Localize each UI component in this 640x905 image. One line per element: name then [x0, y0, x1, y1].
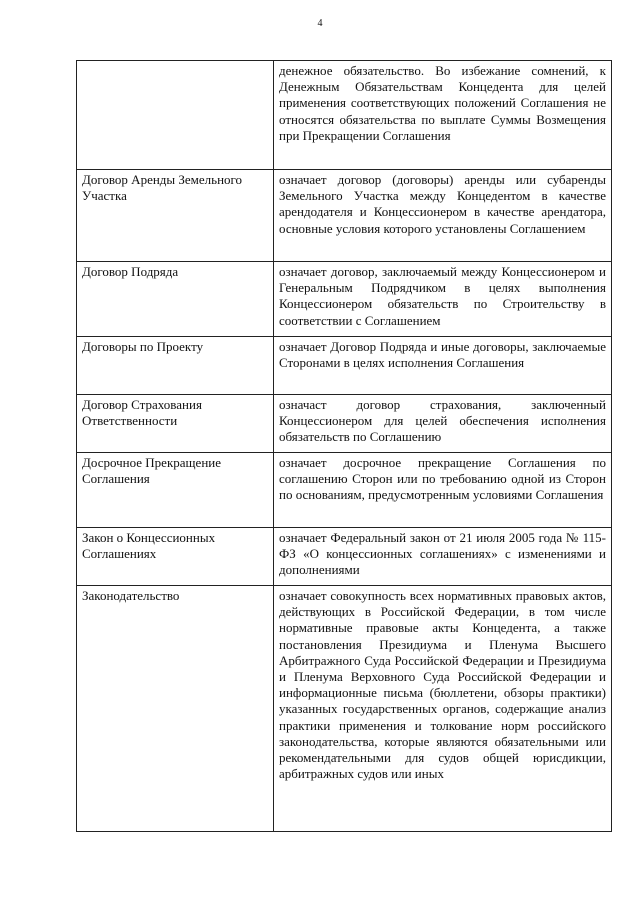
page-number: 4 — [317, 18, 323, 29]
definition-cell: означает совокупность всех нормативных правовых актов, действующих в Российской Федерации, в том числе нормативные правовые акты Концедента, а также постановления Президиума и Пленума Высшего Арбитражного Суда Российской Федерации и Президиума и Пленума Верховного Суда Российской Федерации и информационные письма (бюллетени, обзоры практики) указанных государственных органов, содержащие анализ практики применения и толкование норм российского законодательства, которые являются обязательными или рекомендательными для судов общей юрисдикции, арбитражных судов или иных — [274, 586, 612, 832]
table-row — [77, 528, 612, 586]
definitions-table — [76, 60, 612, 832]
table-row — [77, 453, 612, 528]
table-row — [77, 170, 612, 262]
term-cell: Законодательство — [77, 586, 274, 832]
table-row — [77, 337, 612, 395]
definition-cell: означает Договор Подряда и иные договоры, заключаемые Сторонами в целях исполнения Соглашения — [274, 337, 612, 395]
term-cell: Закон о Концессионных Соглашениях — [77, 528, 274, 586]
definition-cell: денежное обязательство. Во избежание сомнений, к Денежным Обязательствам Концедента для целей применения соответствующих положений Соглашения не относятся обязательства по выплате Суммы Возмещения при Прекращении Соглашения — [274, 61, 612, 170]
definition-cell: означает Федеральный закон от 21 июля 2005 года № 115-ФЗ «О концессионных соглашениях» с изменениями и дополнениями — [274, 528, 612, 586]
term-cell: Договоры по Проекту — [77, 337, 274, 395]
term-cell: Договор Страхования Ответственности — [77, 395, 274, 453]
definition-cell: означает договор (договоры) аренды или субаренды Земельного Участка между Концедентом в качестве арендодателя и Концессионером в качестве арендатора, основные условия которого установлены Соглашением — [274, 170, 612, 262]
definition-cell: означаст договор страхования, заключенный Концессионером для целей обеспечения исполнения обязательств по Соглашению — [274, 395, 612, 453]
table-row — [77, 262, 612, 337]
table-row — [77, 61, 612, 170]
table-row — [77, 395, 612, 453]
term-cell — [77, 61, 274, 170]
table-row — [77, 586, 612, 832]
term-cell: Договор Подряда — [77, 262, 274, 337]
term-cell: Договор Аренды Земельного Участка — [77, 170, 274, 262]
definition-cell: означает договор, заключаемый между Концессионером и Генеральным Подрядчиком в целях выполнения Концессионером обязательств по Строительству в соответствии с Соглашением — [274, 262, 612, 337]
term-cell: Досрочное Прекращение Соглашения — [77, 453, 274, 528]
definition-cell: означает досрочное прекращение Соглашения по соглашению Сторон или по требованию одной из Сторон по основаниям, предусмотренным условиями Соглашения — [274, 453, 612, 528]
